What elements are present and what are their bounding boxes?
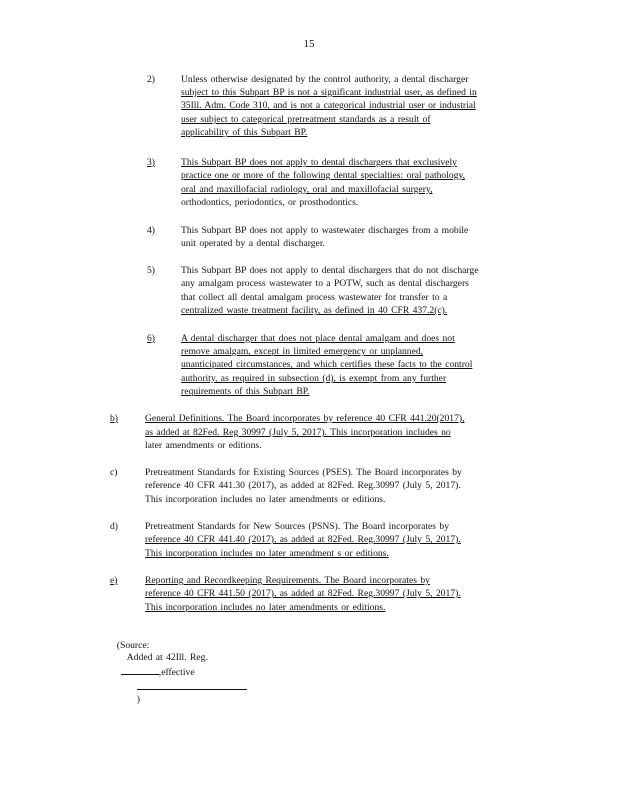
item-2-line-3: 35Ill. Adm. Code 310, and is not a categorical industrial user or industrial — [181, 100, 476, 111]
section-b-line-1: General Definitions. The Board incorporates by reference 40 CFR 441.20(2017), — [145, 413, 465, 424]
item-3-line-2: practice one or more of the following dental specialties: oral pathology, — [181, 170, 466, 181]
item-2-line-1: Unless otherwise designated by the control authority, a dental discharger — [181, 74, 469, 85]
source-close-paren: ) — [136, 694, 140, 705]
page-number: 15 — [303, 38, 315, 50]
item-6-line-4: authority, as required in subsection (d), is exempt from any further — [181, 373, 447, 384]
section-b-line-2: as added at 82Fed. Reg 30997 (July 5, 2017). This incorporation includes no — [145, 427, 451, 438]
section-b-line-3: later amendments or editions. — [145, 440, 262, 451]
item-4-line-1: This Subpart BP does not apply to wastewater discharges from a mobile — [181, 225, 469, 236]
item-6-line-5: requirements of this Subpart BP. — [181, 386, 310, 397]
section-d-line-2: reference 40 CFR 441.40 (2017), as added at 82Fed. Reg.30997 (July 5, 2017). — [145, 534, 461, 545]
section-c-line-2: reference 40 CFR 441.30 (2017), as added at 82Fed. Reg.30997 (July 5, 2017). — [145, 480, 461, 491]
source-label: (Source: — [116, 640, 150, 651]
item-4-line-2: unit operated by a dental discharger. — [181, 238, 325, 249]
source-note — [110, 628, 247, 706]
item-3-line-1: This Subpart BP does not apply to dental dischargers that exclusively — [181, 157, 457, 168]
item-5-line-3: that collect all dental amalgam process wastewater for transfer to a — [181, 292, 448, 303]
section-e-line-1: Reporting and Recordkeeping Requirements. The Board incorporates by — [145, 575, 430, 586]
section-e-line-3: This incorporation includes no later amendments or editions. — [145, 602, 386, 613]
item-5-number: 5) — [147, 265, 155, 276]
section-c-line-1: Pretreatment Standards for Existing Sources (PSES). The Board incorporates by — [145, 467, 462, 478]
section-d-line-3: This incorporation includes no later amendment s or editions. — [145, 548, 389, 559]
item-2-number: 2) — [147, 74, 155, 85]
item-5-line-4: centralized waste treatment facility, as defined in 40 CFR 437.2(c). — [181, 305, 448, 316]
item-4-number: 4) — [147, 225, 155, 236]
item-3-line-4: orthodontics, periodontics, or prosthodontics. — [181, 197, 359, 208]
effective-date-blank — [137, 679, 247, 690]
item-5-line-2: any amalgam process wastewater to a POTW, such as dental dischargers — [181, 278, 469, 289]
item-6-line-1: A dental discharger that does not place dental amalgam and does not — [181, 333, 455, 344]
section-d-line-1: Pretreatment Standards for New Sources (PSNS). The Board incorporates by — [145, 521, 450, 532]
source-effective-text: ,effective — [158, 667, 195, 678]
item-2-line-4: user subject to categorical pretreatment standards as a result of — [181, 114, 431, 125]
item-3-line-3: oral and maxillofacial radiology, oral and maxillofacial surgery, — [181, 184, 433, 195]
item-6-number: 6) — [147, 333, 155, 344]
item-2-line-5: applicability of this Subpart BP. — [181, 127, 308, 138]
item-3-number: 3) — [147, 157, 155, 168]
item-6-line-2: remove amalgam, except in limited emergency or unplanned, — [181, 346, 424, 357]
section-b-number: b) — [110, 413, 118, 424]
section-d-number: d) — [110, 521, 118, 532]
source-added-text: Added at 42Ill. Reg. — [126, 652, 208, 663]
section-c-line-3: This incorporation includes no later amendments or editions. — [145, 494, 386, 505]
section-c-number: c) — [110, 467, 118, 478]
item-5-line-1: This Subpart BP does not apply to dental dischargers that do not discharge — [181, 265, 479, 276]
section-e-number: e) — [110, 575, 118, 586]
register-blank — [121, 664, 159, 675]
item-2-line-2: subject to this Subpart BP is not a significant industrial user, as defined in — [181, 87, 477, 98]
section-e-line-2: reference 40 CFR 441.50 (2017), as added at 82Fed. Reg.30997 (July 5, 2017). — [145, 588, 461, 599]
item-6-line-3: unanticipated circumstances, and which certifies these facts to the control — [181, 359, 473, 370]
